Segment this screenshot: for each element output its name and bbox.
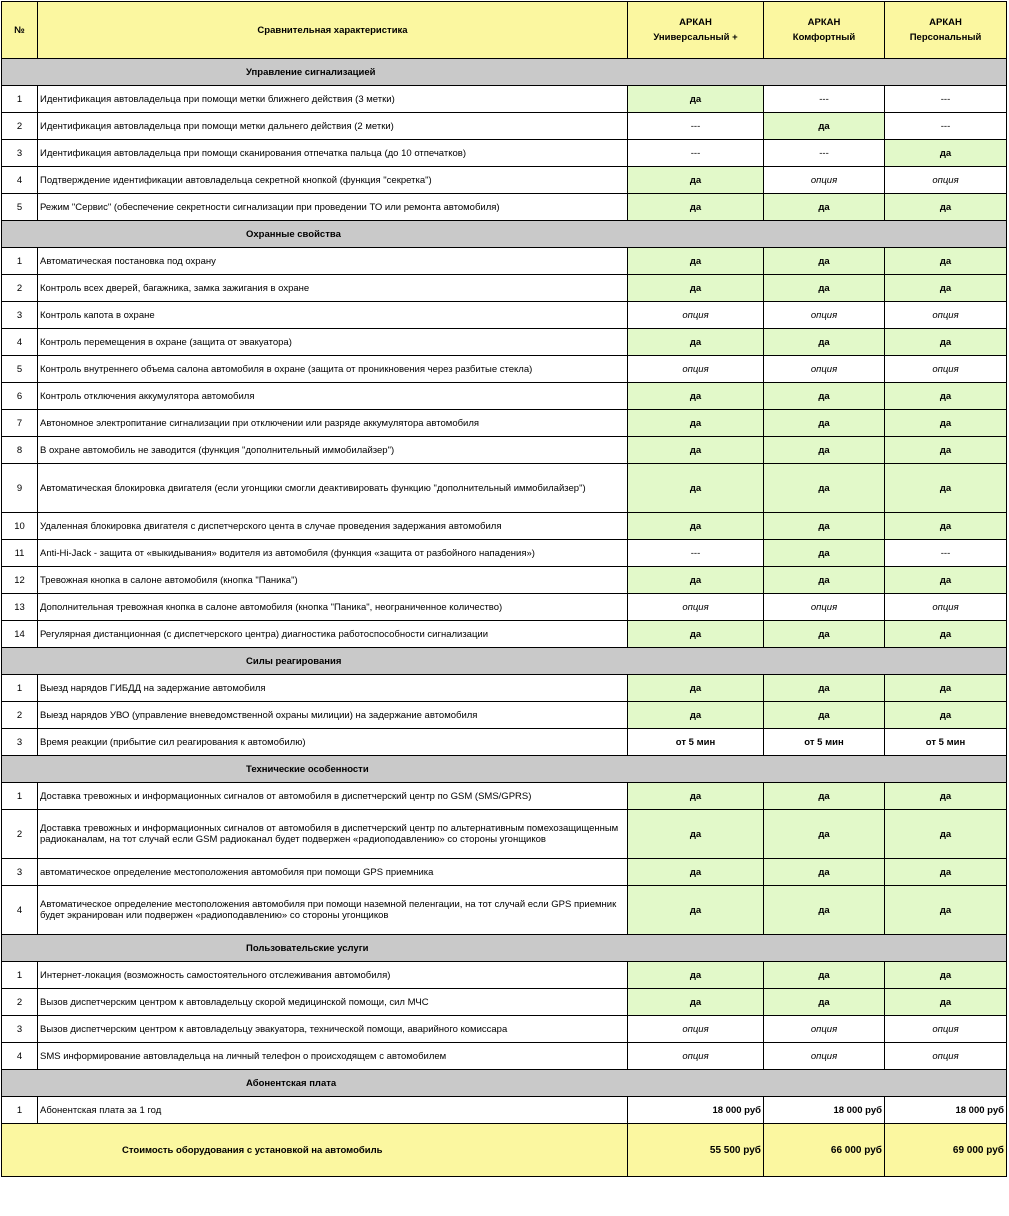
row-feature: Контроль внутреннего объема салона автомобиля в охране (защита от проникновения через разбитые стекла) [38,356,628,383]
row-value-plan-2: да [764,675,885,702]
row-value-plan-1: да [628,410,764,437]
header-num: № [2,2,38,59]
row-value-plan-1: да [628,702,764,729]
table-row [2,675,1007,702]
row-number: 1 [2,86,38,113]
row-value-plan-1: опция [628,356,764,383]
table-row [2,567,1007,594]
row-number: 5 [2,356,38,383]
table-row [2,810,1007,859]
row-feature: Вызов диспетчерским центром к автовладельцу скорой медицинской помощи, сил МЧС [38,989,628,1016]
row-value-plan-1: да [628,675,764,702]
row-feature: Дополнительная тревожная кнопка в салоне автомобиля (кнопка "Паника", неограниченное количество) [38,594,628,621]
row-value-plan-1: да [628,621,764,648]
row-value-plan-3: 18 000 руб [885,1097,1007,1124]
row-number: 10 [2,513,38,540]
total-value-plan-1: 55 500 руб [628,1124,764,1177]
table-row [2,410,1007,437]
row-number: 3 [2,859,38,886]
row-value-plan-1: да [628,383,764,410]
row-value-plan-3: --- [885,540,1007,567]
row-value-plan-3: да [885,437,1007,464]
table-row [2,248,1007,275]
row-value-plan-2: да [764,194,885,221]
row-value-plan-2: да [764,383,885,410]
plan-3-line2: Персональный [909,32,982,43]
row-number: 2 [2,810,38,859]
row-value-plan-3: да [885,886,1007,935]
row-value-plan-3: --- [885,86,1007,113]
table-row [2,383,1007,410]
row-value-plan-3: да [885,810,1007,859]
row-value-plan-2: --- [764,86,885,113]
row-value-plan-2: да [764,783,885,810]
table-row [2,621,1007,648]
section-header [2,756,1007,783]
row-feature: Автоматическая постановка под охрану [38,248,628,275]
row-value-plan-1: да [628,810,764,859]
row-value-plan-1: опция [628,594,764,621]
row-value-plan-1: --- [628,113,764,140]
row-value-plan-1: да [628,513,764,540]
table-row [2,275,1007,302]
row-number: 11 [2,540,38,567]
row-value-plan-1: от 5 мин [628,729,764,756]
row-value-plan-1: да [628,567,764,594]
row-value-plan-3: да [885,702,1007,729]
row-feature: SMS информирование автовладельца на личный телефон о происходящем с автомобилем [38,1043,628,1070]
row-value-plan-3: да [885,859,1007,886]
row-value-plan-3: опция [885,356,1007,383]
section-title: Пользовательские услуги [2,935,1007,962]
row-feature: Автономное электропитание сигнализации при отключении или разряде аккумулятора автомобиля [38,410,628,437]
header-plan-3 [885,2,1007,59]
row-number: 2 [2,702,38,729]
row-number: 2 [2,989,38,1016]
row-value-plan-2: да [764,410,885,437]
row-feature: В охране автомобиль не заводится (функция "дополнительный иммобилайзер") [38,437,628,464]
table-row [2,140,1007,167]
table-row [2,702,1007,729]
table-row [2,729,1007,756]
section-title: Охранные свойства [2,221,1007,248]
table-row [2,356,1007,383]
table-row [2,1097,1007,1124]
row-feature: Контроль перемещения в охране (защита от эвакуатора) [38,329,628,356]
row-feature: Anti-Hi-Jack - защита от «выкидывания» водителя из автомобиля (функция «защита от разбойного нападения») [38,540,628,567]
row-number: 9 [2,464,38,513]
plan-2-line1: АРКАН [807,17,841,28]
row-value-plan-3: да [885,248,1007,275]
row-value-plan-3: да [885,675,1007,702]
row-number: 14 [2,621,38,648]
row-value-plan-2: да [764,464,885,513]
row-feature: Выезд нарядов УВО (управление вневедомственной охраны милиции) на задержание автомобиля [38,702,628,729]
row-number: 4 [2,167,38,194]
plan-2-line2: Комфортный [792,32,856,43]
row-value-plan-1: да [628,194,764,221]
row-value-plan-3: да [885,513,1007,540]
row-number: 3 [2,729,38,756]
total-label: Стоимость оборудования с установкой на автомобиль [2,1124,628,1177]
row-value-plan-3: да [885,962,1007,989]
row-number: 1 [2,675,38,702]
row-value-plan-1: опция [628,1016,764,1043]
table-row [2,783,1007,810]
row-value-plan-1: --- [628,140,764,167]
row-feature: Удаленная блокировка двигателя с диспетчерского цента в случае проведения задержания автомобиля [38,513,628,540]
row-feature: Автоматическое определение местоположения автомобиля при помощи наземной пеленгации, на тот случай если GPS приемник будет экранирован или подвержен «радиоподавлению» со стороны угонщиков [38,886,628,935]
row-value-plan-1: да [628,248,764,275]
section-header [2,59,1007,86]
row-value-plan-1: да [628,886,764,935]
row-value-plan-1: да [628,464,764,513]
row-number: 4 [2,329,38,356]
row-feature: Идентификация автовладельца при помощи метки дальнего действия (2 метки) [38,113,628,140]
row-value-plan-3: да [885,194,1007,221]
row-number: 5 [2,194,38,221]
row-feature: автоматическое определение местоположения автомобиля при помощи GPS приемника [38,859,628,886]
row-feature: Время реакции (прибытие сил реагирования к автомобилю) [38,729,628,756]
row-value-plan-3: да [885,329,1007,356]
row-value-plan-2: да [764,989,885,1016]
comparison-table [1,1,1007,1177]
table-row [2,513,1007,540]
row-value-plan-3: да [885,275,1007,302]
row-value-plan-2: да [764,567,885,594]
row-feature: Идентификация автовладельца при помощи метки ближнего действия (3 метки) [38,86,628,113]
row-value-plan-2: да [764,329,885,356]
row-value-plan-3: опция [885,1043,1007,1070]
total-value-plan-3: 69 000 руб [885,1124,1007,1177]
header-feature: Сравнительная характеристика [38,2,628,59]
row-feature: Идентификация автовладельца при помощи сканирования отпечатка пальца (до 10 отпечатков) [38,140,628,167]
row-value-plan-1: да [628,859,764,886]
row-value-plan-1: да [628,329,764,356]
row-number: 12 [2,567,38,594]
plan-1-line1: АРКАН [679,17,712,28]
section-title: Абонентская плата [2,1070,1007,1097]
row-value-plan-1: да [628,962,764,989]
row-value-plan-3: опция [885,594,1007,621]
row-value-plan-2: --- [764,140,885,167]
row-feature: Контроль капота в охране [38,302,628,329]
row-value-plan-2: да [764,859,885,886]
plan-3-line1: АРКАН [929,17,962,28]
row-value-plan-1: опция [628,302,764,329]
row-number: 3 [2,1016,38,1043]
row-value-plan-3: да [885,383,1007,410]
row-value-plan-3: да [885,140,1007,167]
row-value-plan-3: да [885,464,1007,513]
row-feature: Контроль всех дверей, багажника, замка зажигания в охране [38,275,628,302]
row-feature: Абонентская плата за 1 год [38,1097,628,1124]
row-value-plan-1: да [628,989,764,1016]
section-title: Технические особенности [2,756,1007,783]
row-value-plan-1: 18 000 руб [628,1097,764,1124]
row-value-plan-1: да [628,437,764,464]
row-value-plan-3: да [885,989,1007,1016]
row-value-plan-2: опция [764,302,885,329]
row-value-plan-2: опция [764,1016,885,1043]
table-row [2,962,1007,989]
total-row [2,1124,1007,1177]
row-value-plan-1: да [628,167,764,194]
row-value-plan-3: да [885,621,1007,648]
row-value-plan-3: да [885,783,1007,810]
row-feature: Контроль отключения аккумулятора автомобиля [38,383,628,410]
row-number: 1 [2,783,38,810]
row-number: 4 [2,886,38,935]
row-value-plan-2: 18 000 руб [764,1097,885,1124]
row-value-plan-3: опция [885,302,1007,329]
section-header [2,935,1007,962]
plan-1-line2: Универсальный + [653,32,738,43]
row-value-plan-2: да [764,248,885,275]
row-feature: Регулярная дистанционная (с диспетчерского центра) диагностика работоспособности сигнализации [38,621,628,648]
row-feature: Режим "Сервис" (обеспечение секретности сигнализации при проведении ТО или ремонта автомобиля) [38,194,628,221]
row-value-plan-1: да [628,275,764,302]
table-row [2,194,1007,221]
row-value-plan-2: да [764,513,885,540]
row-value-plan-2: да [764,540,885,567]
table-row [2,167,1007,194]
row-value-plan-2: от 5 мин [764,729,885,756]
table-row [2,594,1007,621]
table-row [2,302,1007,329]
row-value-plan-2: опция [764,1043,885,1070]
row-feature: Вызов диспетчерским центром к автовладельцу эвакуатора, технической помощи, аварийного комиссара [38,1016,628,1043]
row-number: 6 [2,383,38,410]
row-value-plan-2: опция [764,356,885,383]
row-feature: Тревожная кнопка в салоне автомобиля (кнопка "Паника") [38,567,628,594]
row-value-plan-2: да [764,621,885,648]
total-value-plan-2: 66 000 руб [764,1124,885,1177]
table-row [2,113,1007,140]
row-number: 3 [2,302,38,329]
table-row [2,437,1007,464]
table-row [2,886,1007,935]
row-value-plan-3: да [885,567,1007,594]
row-value-plan-1: опция [628,1043,764,1070]
row-number: 2 [2,113,38,140]
section-header [2,221,1007,248]
row-value-plan-2: да [764,113,885,140]
row-number: 13 [2,594,38,621]
row-value-plan-2: да [764,702,885,729]
table-row [2,1043,1007,1070]
row-value-plan-3: --- [885,113,1007,140]
table-row [2,1016,1007,1043]
row-number: 7 [2,410,38,437]
row-value-plan-2: да [764,810,885,859]
row-feature: Доставка тревожных и информационных сигналов от автомобиля в диспетчерский центр по альтернативным помехозащищенным радиоканалам, на тот случай если GSM радиоканал будет подвержен «радиоподавлению» со стороны угонщиков [38,810,628,859]
row-feature: Доставка тревожных и информационных сигналов от автомобиля в диспетчерский центр по GSM (SMS/GPRS) [38,783,628,810]
row-number: 1 [2,962,38,989]
row-value-plan-2: да [764,437,885,464]
table-header [2,2,1007,59]
row-value-plan-2: опция [764,594,885,621]
row-feature: Выезд нарядов ГИБДД на задержание автомобиля [38,675,628,702]
section-title: Силы реагирования [2,648,1007,675]
row-value-plan-1: да [628,86,764,113]
row-value-plan-2: да [764,275,885,302]
row-value-plan-2: да [764,886,885,935]
row-number: 2 [2,275,38,302]
row-feature: Подтверждение идентификации автовладельца секретной кнопкой (функция "секретка") [38,167,628,194]
header-plan-2 [764,2,885,59]
row-value-plan-1: да [628,783,764,810]
table-row [2,859,1007,886]
section-header [2,1070,1007,1097]
row-number: 1 [2,248,38,275]
row-value-plan-2: опция [764,167,885,194]
row-value-plan-2: да [764,962,885,989]
row-feature: Интернет-локация (возможность самостоятельного отслеживания автомобиля) [38,962,628,989]
table-row [2,329,1007,356]
row-value-plan-1: --- [628,540,764,567]
row-number: 4 [2,1043,38,1070]
row-value-plan-3: опция [885,167,1007,194]
row-feature: Автоматическая блокировка двигателя (если угонщики смогли деактивировать функцию "дополнительный иммобилайзер") [38,464,628,513]
row-number: 3 [2,140,38,167]
row-value-plan-3: да [885,410,1007,437]
row-value-plan-3: опция [885,1016,1007,1043]
row-value-plan-3: от 5 мин [885,729,1007,756]
header-plan-1 [628,2,764,59]
row-number: 1 [2,1097,38,1124]
section-header [2,648,1007,675]
table-row [2,464,1007,513]
table-row [2,540,1007,567]
row-number: 8 [2,437,38,464]
section-title: Управление сигнализацией [2,59,1007,86]
table-row [2,989,1007,1016]
table-row [2,86,1007,113]
